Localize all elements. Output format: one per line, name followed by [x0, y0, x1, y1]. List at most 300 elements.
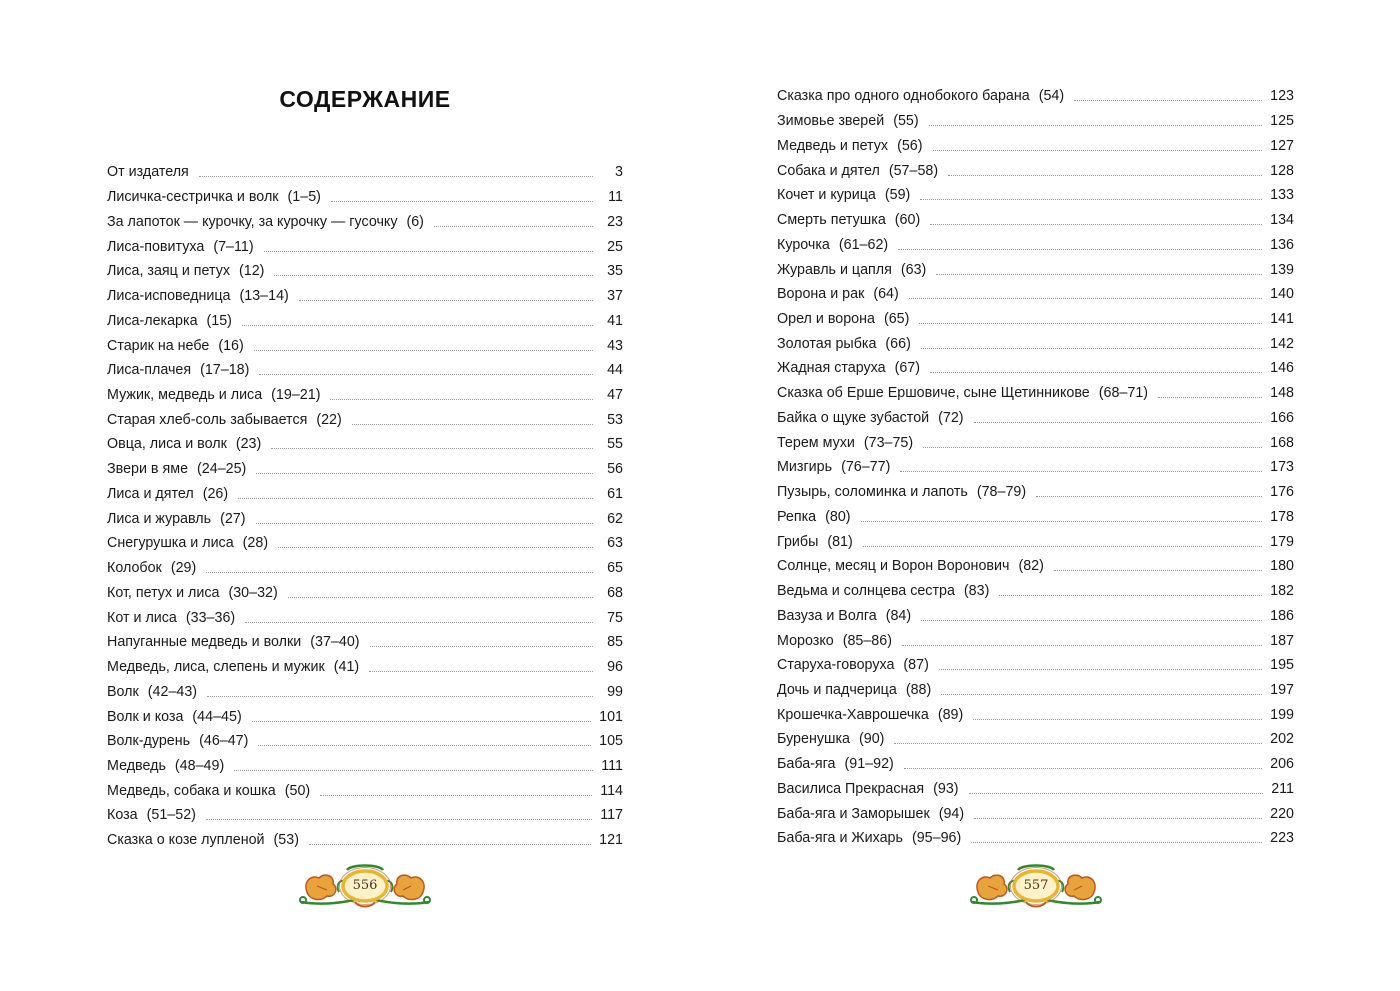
toc-entry	[777, 307, 1294, 332]
entry-title: Орел и ворона	[777, 310, 875, 327]
entry-tale-numbers: (19–21)	[271, 386, 321, 403]
toc-entry	[777, 381, 1294, 406]
toc-entry	[777, 678, 1294, 703]
entry-page-number: 47	[607, 386, 623, 403]
entry-page-number: 202	[1270, 731, 1294, 748]
entry-page-number: 65	[607, 560, 623, 577]
entry-page-number: 96	[607, 659, 623, 676]
entry-tale-numbers: (68–71)	[1098, 385, 1149, 402]
toc-entry	[107, 209, 623, 234]
entry-page-number: 186	[1270, 607, 1294, 624]
entry-page-number: 128	[1270, 162, 1294, 179]
entry-title: Волк-дурень	[107, 733, 191, 750]
entry-page-number: 37	[607, 288, 623, 305]
entry-title: Сказка про одного однобокого барана	[777, 88, 1030, 105]
toc-list-left	[107, 160, 623, 853]
dot-leader	[206, 571, 593, 573]
toc-entry	[107, 531, 623, 556]
toc-entry	[107, 778, 623, 803]
toc-entry	[777, 826, 1294, 851]
entry-page-number: 140	[1270, 286, 1294, 303]
entry-title: Василиса Прекрасная	[777, 780, 925, 797]
dot-leader	[898, 248, 1262, 250]
dot-leader	[921, 619, 1262, 621]
entry-page-number: 63	[607, 535, 623, 552]
entry-title: Собака и дятел	[777, 162, 880, 179]
toc-entry	[107, 506, 623, 531]
dot-leader	[256, 522, 593, 524]
dot-leader	[969, 792, 1264, 794]
entry-title: Лисичка-сестричка и волк	[107, 189, 279, 206]
entry-page-number: 68	[607, 584, 623, 601]
entry-title: Терем мухи	[777, 434, 855, 451]
entry-title: Колобок	[107, 560, 162, 577]
entry-title: Золотая рыбка	[777, 335, 877, 352]
entry-title: Дочь и падчерица	[777, 681, 897, 698]
entry-tale-numbers: (55)	[893, 113, 919, 130]
entry-title: Медведь, лиса, слепень и мужик	[107, 659, 325, 676]
dot-leader	[256, 472, 593, 474]
toc-entry	[777, 653, 1294, 678]
entry-tale-numbers: (60)	[894, 212, 921, 229]
entry-page-number: 23	[607, 213, 623, 230]
entry-tale-numbers: (66)	[885, 335, 911, 352]
entry-title: Ворона и рак	[777, 286, 865, 303]
entry-title: Снегурушка и лиса	[107, 535, 234, 552]
entry-title: Вазуза и Волга	[777, 607, 877, 624]
dot-leader	[320, 794, 592, 796]
toc-entry	[107, 407, 623, 432]
toc-entry	[107, 729, 623, 754]
entry-title: Баба-яга и Заморышек	[777, 805, 930, 822]
entry-tale-numbers: (94)	[938, 805, 965, 822]
entry-title: Мужик, медведь и лиса	[107, 386, 263, 403]
toc-entry	[777, 183, 1294, 208]
entry-title: Сказка об Ерше Ершовиче, сыне Щетинникове	[777, 385, 1090, 402]
entry-title: Кот, петух и лиса	[107, 584, 220, 601]
entry-tale-numbers: (53)	[273, 832, 299, 849]
entry-page-number: 75	[607, 609, 623, 626]
dot-leader	[206, 818, 592, 820]
entry-page-number: 168	[1270, 434, 1294, 451]
entry-page-number: 55	[607, 436, 623, 453]
toc-entry	[107, 259, 623, 284]
entry-title: Пузырь, соломинка и лапоть	[777, 484, 968, 501]
entry-tale-numbers: (61–62)	[838, 236, 889, 253]
entry-page-number: 176	[1270, 484, 1294, 501]
toc-entry	[777, 356, 1294, 381]
entry-title: Старик на небе	[107, 337, 210, 354]
dot-leader	[939, 668, 1262, 670]
entry-page-number: 25	[607, 238, 623, 255]
toc-entry	[777, 702, 1294, 727]
page-number: 557	[1023, 878, 1049, 893]
entry-tale-numbers: (48–49)	[174, 757, 225, 774]
dot-leader	[1036, 495, 1262, 497]
entry-title: Старуха-говоруха	[777, 657, 895, 674]
entry-tale-numbers: (23)	[235, 436, 262, 453]
toc-entry	[107, 482, 623, 507]
entry-title: Журавль и цапля	[777, 261, 892, 278]
entry-page-number: 85	[607, 634, 623, 651]
entry-page-number: 121	[599, 832, 623, 849]
dot-leader	[309, 843, 591, 845]
toc-entry	[777, 504, 1294, 529]
entry-page-number: 136	[1270, 236, 1294, 253]
entry-tale-numbers: (65)	[883, 310, 910, 327]
toc-entry	[107, 308, 623, 333]
entry-page-number: 114	[600, 782, 623, 799]
dot-leader	[919, 322, 1262, 324]
dot-leader	[369, 670, 593, 672]
entry-tale-numbers: (67)	[894, 360, 921, 377]
entry-title: Байка о щуке зубастой	[777, 409, 930, 426]
toc-entry	[107, 605, 623, 630]
toc-entry	[107, 457, 623, 482]
page-number-ornament-right	[966, 862, 1106, 912]
right-page	[700, 0, 1400, 991]
entry-title: Лиса и журавль	[107, 510, 212, 527]
entry-page-number: 11	[608, 189, 623, 206]
dot-leader	[902, 644, 1262, 646]
entry-page-number: 111	[601, 757, 623, 774]
toc-entry	[777, 430, 1294, 455]
entry-page-number: 146	[1270, 360, 1294, 377]
entry-page-number: 133	[1270, 187, 1294, 204]
toc-entry	[777, 554, 1294, 579]
page-number-ornament-left	[295, 862, 435, 912]
dot-leader	[1158, 396, 1262, 398]
entry-page-number: 105	[599, 733, 623, 750]
entry-tale-numbers: (89)	[937, 706, 964, 723]
dot-leader	[921, 347, 1262, 349]
dot-leader	[238, 497, 593, 499]
entry-title: Мизгирь	[777, 459, 833, 476]
entry-title: Кочет и курица	[777, 187, 876, 204]
entry-title: Смерть петушка	[777, 212, 886, 229]
entry-title: Баба-яга	[777, 756, 836, 773]
toc-entry	[107, 284, 623, 309]
toc-entry	[107, 828, 623, 853]
dot-leader	[1074, 99, 1262, 101]
toc-entry	[107, 383, 623, 408]
toc-entry	[777, 257, 1294, 282]
entry-tale-numbers: (27)	[220, 510, 246, 527]
entry-title: От издателя	[107, 164, 189, 181]
entry-page-number: 41	[607, 312, 623, 329]
entry-title: Медведь и петух	[777, 137, 889, 154]
dot-leader	[245, 621, 593, 623]
entry-page-number: 3	[615, 164, 623, 181]
dot-leader	[941, 693, 1262, 695]
entry-page-number: 35	[607, 263, 623, 280]
entry-tale-numbers: (64)	[873, 286, 899, 303]
entry-page-number: 127	[1270, 137, 1294, 154]
entry-tale-numbers: (85–86)	[842, 632, 892, 649]
entry-tale-numbers: (54)	[1038, 88, 1065, 105]
entry-page-number: 141	[1270, 310, 1294, 327]
entry-page-number: 101	[599, 708, 623, 725]
entry-title: Медведь	[107, 757, 166, 774]
entry-tale-numbers: (76–77)	[841, 459, 891, 476]
entry-title: Репка	[777, 508, 817, 525]
entry-page-number: 62	[607, 510, 623, 527]
entry-page-number: 211	[1271, 780, 1294, 797]
dot-leader	[331, 200, 593, 202]
dot-leader	[271, 447, 593, 449]
entry-page-number: 142	[1270, 335, 1294, 352]
entry-tale-numbers: (24–25)	[197, 461, 247, 478]
entry-title: Жадная старуха	[777, 360, 886, 377]
entry-tale-numbers: (44–45)	[192, 708, 242, 725]
dot-leader	[923, 446, 1262, 448]
entry-page-number: 199	[1270, 706, 1294, 723]
entry-page-number: 139	[1270, 261, 1294, 278]
entry-tale-numbers: (95–96)	[911, 830, 962, 847]
dot-leader	[199, 175, 593, 177]
toc-entry	[107, 803, 623, 828]
entry-page-number: 197	[1270, 681, 1294, 698]
toc-entry	[777, 331, 1294, 356]
entry-page-number: 125	[1270, 113, 1294, 130]
entry-tale-numbers: (84)	[885, 607, 912, 624]
entry-title: Ведьма и солнцева сестра	[777, 583, 955, 600]
toc-entry	[777, 109, 1294, 134]
toc-entry	[777, 406, 1294, 431]
dot-leader	[299, 299, 593, 301]
entry-tale-numbers: (56)	[897, 137, 923, 154]
entry-tale-numbers: (17–18)	[200, 362, 250, 379]
entry-tale-numbers: (82)	[1018, 558, 1044, 575]
dot-leader	[258, 744, 591, 746]
entry-title: Волк	[107, 683, 139, 700]
toc-entry	[107, 679, 623, 704]
entry-tale-numbers: (33–36)	[185, 609, 236, 626]
dot-leader	[1054, 569, 1262, 571]
entry-page-number: 178	[1270, 508, 1294, 525]
entry-page-number: 44	[607, 362, 623, 379]
toc-entry	[107, 358, 623, 383]
entry-tale-numbers: (12)	[239, 263, 265, 280]
toc-entry	[777, 133, 1294, 158]
entry-tale-numbers: (91–92)	[844, 756, 894, 773]
entry-page-number: 195	[1270, 657, 1294, 674]
entry-tale-numbers: (80)	[825, 508, 851, 525]
entry-tale-numbers: (37–40)	[310, 634, 360, 651]
entry-title: Овца, лиса и волк	[107, 436, 227, 453]
entry-tale-numbers: (41)	[333, 659, 360, 676]
entry-tale-numbers: (83)	[963, 583, 990, 600]
toc-entry	[107, 754, 623, 779]
entry-title: Курочка	[777, 236, 830, 253]
dot-leader	[973, 718, 1262, 720]
dot-leader	[370, 645, 593, 647]
toc-entry	[777, 777, 1294, 802]
entry-title: Старая хлеб-соль забывается	[107, 411, 308, 428]
entry-tale-numbers: (59)	[884, 187, 911, 204]
entry-page-number: 56	[607, 461, 623, 478]
toc-entry	[107, 432, 623, 457]
entry-tale-numbers: (6)	[406, 213, 424, 230]
entry-title: Лиса, заяц и петух	[107, 263, 231, 280]
entry-title: Кот и лиса	[107, 609, 177, 626]
entry-title: Лиса-повитуха	[107, 238, 205, 255]
entry-title: Напуганные медведь и волки	[107, 634, 302, 651]
entry-title: За лапоток — курочку, за курочку — гусочку	[107, 213, 398, 230]
entry-page-number: 123	[1270, 88, 1294, 105]
dot-leader	[288, 596, 593, 598]
entry-tale-numbers: (93)	[933, 780, 959, 797]
entry-tale-numbers: (22)	[316, 411, 342, 428]
entry-title: Солнце, месяц и Ворон Воронович	[777, 558, 1010, 575]
entry-tale-numbers: (73–75)	[863, 434, 914, 451]
entry-title: Коза	[107, 807, 138, 824]
entry-tale-numbers: (88)	[905, 681, 932, 698]
entry-tale-numbers: (28)	[242, 535, 269, 552]
dot-leader	[330, 398, 593, 400]
dot-leader	[863, 545, 1262, 547]
dot-leader	[259, 373, 593, 375]
entry-page-number: 206	[1270, 756, 1294, 773]
dot-leader	[971, 841, 1262, 843]
entry-tale-numbers: (29)	[170, 560, 197, 577]
dot-leader	[974, 421, 1263, 423]
entry-tale-numbers: (16)	[218, 337, 244, 354]
dot-leader	[274, 274, 593, 276]
entry-tale-numbers: (42–43)	[147, 683, 198, 700]
dot-leader	[254, 349, 593, 351]
dot-leader	[242, 324, 593, 326]
dot-leader	[929, 124, 1263, 126]
entry-title: Медведь, собака и кошка	[107, 782, 276, 799]
entry-title: Лиса и дятел	[107, 485, 194, 502]
dot-leader	[861, 520, 1263, 522]
toc-entry	[777, 727, 1294, 752]
entry-tale-numbers: (13–14)	[239, 288, 289, 305]
entry-page-number: 148	[1270, 385, 1294, 402]
dot-leader	[252, 720, 591, 722]
toc-entry	[777, 158, 1294, 183]
entry-title: Морозко	[777, 632, 834, 649]
toc-entry	[107, 655, 623, 680]
toc-entry	[107, 234, 623, 259]
toc-entry	[107, 185, 623, 210]
entry-page-number: 187	[1270, 632, 1294, 649]
toc-entry	[777, 529, 1294, 554]
entry-title: Звери в яме	[107, 461, 189, 478]
dot-leader	[999, 594, 1262, 596]
entry-tale-numbers: (51–52)	[146, 807, 196, 824]
dot-leader	[930, 371, 1262, 373]
dot-leader	[352, 423, 593, 425]
dot-leader	[904, 767, 1262, 769]
toc-entry	[777, 282, 1294, 307]
entry-page-number: 61	[607, 485, 623, 502]
entry-title: Лиса-плачея	[107, 362, 192, 379]
dot-leader	[434, 225, 593, 227]
entry-page-number: 117	[600, 807, 623, 824]
dot-leader	[234, 769, 593, 771]
dot-leader	[936, 273, 1262, 275]
dot-leader	[974, 817, 1262, 819]
entry-tale-numbers: (63)	[900, 261, 927, 278]
dot-leader	[894, 742, 1262, 744]
entry-tale-numbers: (46–47)	[199, 733, 249, 750]
entry-page-number: 179	[1270, 533, 1294, 550]
entry-tale-numbers: (57–58)	[888, 162, 939, 179]
dot-leader	[264, 250, 593, 252]
dot-leader	[909, 297, 1262, 299]
entry-tale-numbers: (7–11)	[213, 238, 254, 255]
dot-leader	[933, 149, 1263, 151]
entry-tale-numbers: (72)	[938, 409, 964, 426]
toc-entry	[107, 556, 623, 581]
toc-list-right	[777, 84, 1294, 851]
entry-title: Лиса-исповедница	[107, 288, 231, 305]
entry-title: Сказка о козе лупленой	[107, 832, 265, 849]
toc-entry	[777, 480, 1294, 505]
toc-entry	[107, 160, 623, 185]
entry-page-number: 173	[1270, 459, 1294, 476]
entry-tale-numbers: (1–5)	[287, 189, 321, 206]
toc-entry	[777, 579, 1294, 604]
toc-entry	[777, 752, 1294, 777]
entry-title: Буренушка	[777, 731, 850, 748]
toc-entry	[107, 704, 623, 729]
entry-title: Крошечка-Хаврошечка	[777, 706, 929, 723]
dot-leader	[900, 470, 1262, 472]
entry-title: Грибы	[777, 533, 819, 550]
toc-entry	[777, 603, 1294, 628]
entry-tale-numbers: (78–79)	[976, 484, 1027, 501]
entry-tale-numbers: (30–32)	[228, 584, 278, 601]
entry-title: Лиса-лекарка	[107, 312, 198, 329]
entry-page-number: 180	[1270, 558, 1294, 575]
entry-tale-numbers: (26)	[202, 485, 229, 502]
toc-entry	[107, 333, 623, 358]
entry-tale-numbers: (15)	[206, 312, 232, 329]
dot-leader	[948, 174, 1262, 176]
toc-entry	[777, 455, 1294, 480]
entry-title: Волк и коза	[107, 708, 184, 725]
entry-title: Зимовье зверей	[777, 113, 885, 130]
toc-title: СОДЕРЖАНИЕ	[279, 86, 451, 112]
toc-entry	[777, 232, 1294, 257]
dot-leader	[207, 695, 593, 697]
toc-entry	[107, 630, 623, 655]
entry-page-number: 182	[1270, 583, 1294, 600]
entry-page-number: 220	[1270, 805, 1294, 822]
entry-title: Баба-яга и Жихарь	[777, 830, 903, 847]
entry-tale-numbers: (87)	[903, 657, 929, 674]
toc-entry	[777, 801, 1294, 826]
toc-entry	[107, 580, 623, 605]
entry-page-number: 99	[607, 683, 623, 700]
entry-tale-numbers: (81)	[827, 533, 853, 550]
dot-leader	[920, 198, 1262, 200]
entry-tale-numbers: (90)	[859, 731, 885, 748]
toc-entry	[777, 84, 1294, 109]
toc-entry	[777, 208, 1294, 233]
entry-page-number: 166	[1270, 409, 1294, 426]
entry-tale-numbers: (50)	[284, 782, 311, 799]
entry-page-number: 134	[1270, 212, 1294, 229]
toc-entry	[777, 628, 1294, 653]
page-number: 556	[352, 878, 378, 893]
entry-page-number: 223	[1270, 830, 1294, 847]
dot-leader	[930, 223, 1262, 225]
dot-leader	[278, 546, 593, 548]
